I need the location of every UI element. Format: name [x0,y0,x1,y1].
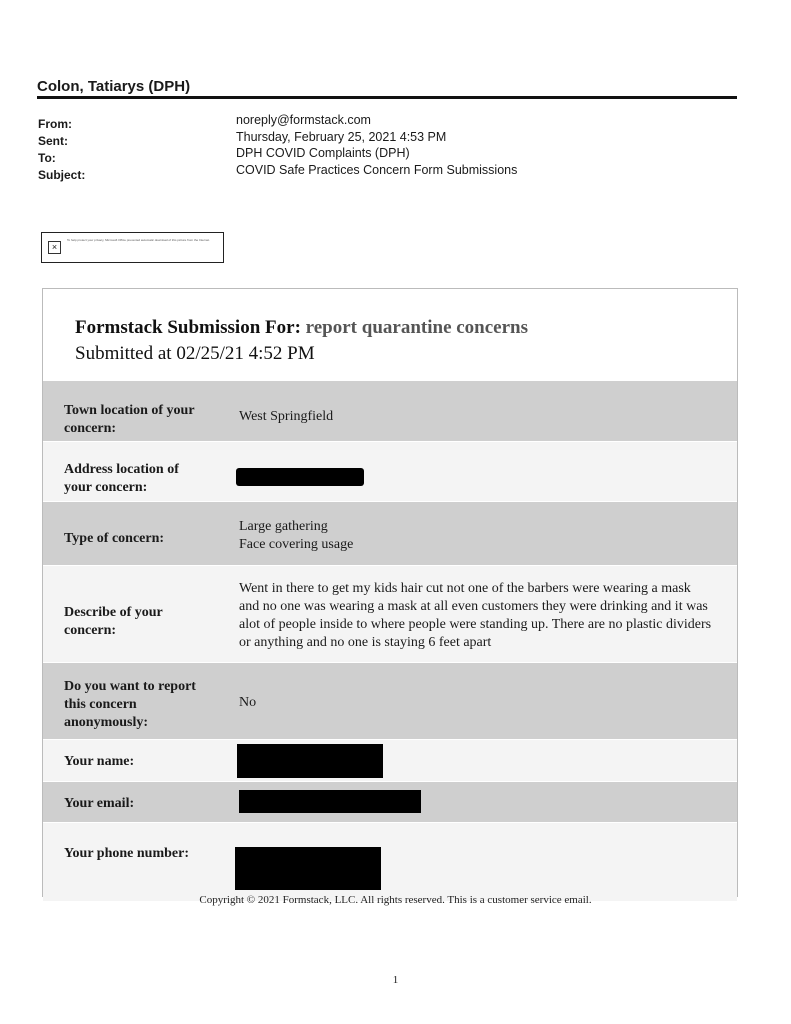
subject-value: COVID Safe Practices Concern Form Submissions [236,162,518,177]
redaction-bar [235,847,381,890]
field-row-type [43,501,737,565]
field-row-name [43,739,737,781]
field-row-phone [43,822,737,901]
submitted-timestamp: Submitted at 02/25/21 4:52 PM [75,343,315,364]
email-header-labels [38,116,85,184]
sent-value: Thursday, February 25, 2021 4:53 PM [236,129,447,144]
blocked-image-placeholder [41,232,224,263]
broken-image-icon: × [48,241,61,254]
field-value: West Springfield [239,409,334,424]
mailbox-owner: Colon, Tatiarys (DPH) [37,78,191,95]
page-number: 1 [392,974,399,986]
from-value: noreply@formstack.com [236,113,371,127]
email-header-values [236,112,517,178]
field-label: Describe of your concern: [64,605,163,638]
to-value: DPH COVID Complaints (DPH) [236,146,410,160]
image-alt-text: To help protect your privacy, Microsoft Office prevented automatic download of this picture from the Internet. [67,238,210,242]
title-prefix: Formstack Submission For: [75,317,301,338]
field-label: Your phone number: [64,846,189,861]
concern-type-2: Face covering usage [239,537,354,552]
field-row-anonymous [43,662,737,739]
field-value: Went in there to get my kids hair cut not one of the barbers were wearing a mask and no one was wearing a mask at all even customers they were drinking and it was alot of people inside to where people were standing up. There are no plastic dividers or anything and no one is staying 6 feet apart [239,581,712,650]
redaction-bar [236,468,364,486]
form-name: report quarantine concerns [305,317,529,338]
field-label: Your email: [64,796,135,811]
copyright-footer: Copyright © 2021 Formstack, LLC. All rights reserved. This is a customer service email. [199,894,592,906]
submission-fields [43,380,737,901]
field-row-town [43,380,737,441]
field-value: No [239,695,257,710]
field-label: Town location of your concern: [64,403,195,436]
redaction-bar [237,744,383,778]
submission-title [75,317,528,339]
field-row-address [43,441,737,501]
field-row-description [43,565,737,662]
sent-label: Sent: [38,134,68,148]
field-row-email [43,781,737,822]
subject-label: Subject: [38,168,86,182]
redaction-bar [239,790,421,813]
field-label: Type of concern: [64,531,165,546]
field-label: Do you want to report this concern anonymously: [64,679,196,730]
to-label: To: [38,151,56,165]
field-label: Address location of your concern: [64,462,179,495]
header-divider [37,96,737,99]
field-label: Your name: [64,754,135,769]
formstack-submission-card [42,288,738,897]
concern-type-1: Large gathering [239,519,328,534]
from-label: From: [38,117,72,131]
field-value [239,518,714,554]
